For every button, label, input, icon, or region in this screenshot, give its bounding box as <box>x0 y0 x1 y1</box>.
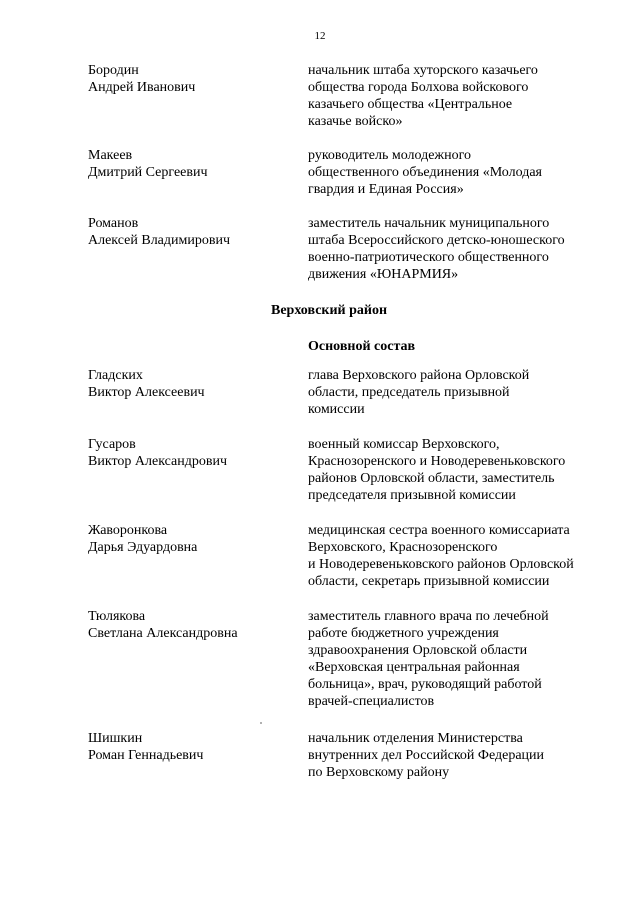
member-surname: Тюлякова <box>88 609 146 624</box>
member-given-names: Дарья Эдуардовна <box>88 540 198 555</box>
member-position-line: начальник отделения Министерства <box>308 731 523 746</box>
member-position-line: «Верховская центральная районная <box>308 660 520 675</box>
member-position-line: глава Верховского района Орловской <box>308 368 530 383</box>
member-given-names: Дмитрий Сергеевич <box>88 165 208 180</box>
member-surname: Гусаров <box>88 437 136 452</box>
member-position-line: и Новодеревеньковского районов Орловской <box>308 557 574 572</box>
member-position-line: по Верховскому району <box>308 765 450 780</box>
scan-speck <box>260 722 262 724</box>
subsection-title: Основной состав <box>308 339 416 354</box>
member-position-line: общества города Болхова войскового <box>308 80 529 95</box>
member-position-line: медицинская сестра военного комиссариата <box>308 523 570 538</box>
member-given-names: Андрей Иванович <box>88 80 196 95</box>
member-position-line: штаба Всероссийского детско-юношеского <box>308 233 565 248</box>
member-given-names: Виктор Алексеевич <box>88 385 205 400</box>
member-position-line: врачей-специалистов <box>308 694 435 709</box>
member-given-names: Роман Геннадьевич <box>88 748 204 763</box>
member-position-line: Верховского, Краснозоренского <box>308 540 498 555</box>
member-surname: Гладских <box>88 368 143 383</box>
member-position-line: внутренних дел Российской Федерации <box>308 748 545 763</box>
member-position-line: казачье войско» <box>308 114 403 129</box>
member-position-line: общественного объединения «Молодая <box>308 165 542 180</box>
member-position-line: гвардия и Единая Россия» <box>308 182 464 197</box>
member-position-line: заместитель начальник муниципального <box>308 216 550 231</box>
member-position-line: работе бюджетного учреждения <box>308 626 499 641</box>
member-position-line: военный комиссар Верховского, <box>308 437 500 452</box>
page-number: 12 <box>314 30 326 42</box>
member-position-line: области, председатель призывной <box>308 385 510 400</box>
section-title: Верховский район <box>271 303 388 318</box>
member-surname: Романов <box>88 216 139 231</box>
member-surname: Жаворонкова <box>88 523 168 538</box>
member-surname: Шишкин <box>88 731 143 746</box>
member-position-line: Краснозоренского и Новодеревеньковского <box>308 454 566 469</box>
member-surname: Бородин <box>88 63 139 78</box>
member-position-line: области, секретарь призывной комиссии <box>308 574 550 589</box>
member-position-line: комиссии <box>308 402 365 417</box>
member-position-line: председателя призывной комиссии <box>308 488 516 503</box>
member-position-line: начальник штаба хуторского казачьего <box>308 63 538 78</box>
member-position-line: здравоохранения Орловской области <box>308 643 528 658</box>
member-position-line: районов Орловской области, заместитель <box>308 471 555 486</box>
member-position-line: движения «ЮНАРМИЯ» <box>308 267 459 282</box>
member-given-names: Алексей Владимирович <box>88 233 231 248</box>
member-position-line: заместитель главного врача по лечебной <box>308 609 549 624</box>
member-given-names: Светлана Александровна <box>88 626 238 641</box>
member-position-line: руководитель молодежного <box>308 148 471 163</box>
member-position-line: больница», врач, руководящий работой <box>308 677 542 692</box>
member-surname: Макеев <box>88 148 133 163</box>
member-given-names: Виктор Александрович <box>88 454 228 469</box>
member-position-line: военно-патриотического общественного <box>308 250 549 265</box>
member-position-line: казачьего общества «Центральное <box>308 97 513 112</box>
